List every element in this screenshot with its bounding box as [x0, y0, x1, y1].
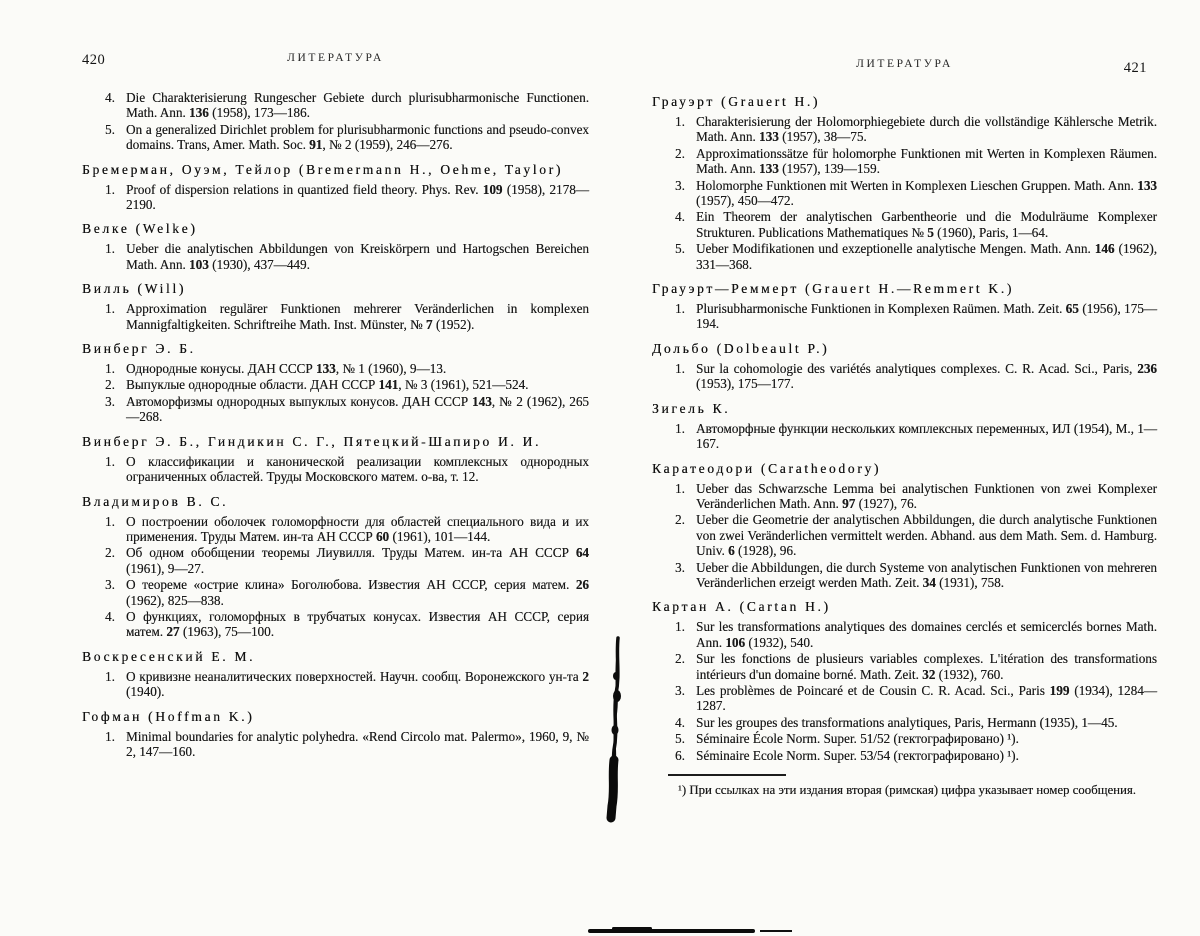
- bibliography-item: [675, 361, 1157, 392]
- item-number: 1.: [105, 513, 115, 529]
- entry-author-heading: Владимиров В. С.: [82, 493, 229, 509]
- bibliography-item: [675, 241, 1157, 272]
- item-text: Approximation regulärer Funktionen mehrerer Veränderlichen in komplexen Mannigfaltigkeiten. Schriftreihe Math. Inst. Münster, № 7 (1952).: [126, 301, 589, 332]
- bibliography-entry: [82, 281, 589, 332]
- bibliography-item: [675, 146, 1157, 177]
- bibliography-entry: [652, 461, 1157, 591]
- bibliography-entry: [652, 341, 1157, 392]
- entry-author-heading: Воскресенский Е. М.: [82, 648, 256, 664]
- bibliography-item: [675, 560, 1157, 591]
- item-number: 2.: [675, 145, 685, 161]
- bibliography-item: [675, 421, 1157, 452]
- item-number: 3.: [675, 177, 685, 193]
- item-number: 4.: [675, 209, 685, 225]
- entry-items: [652, 114, 1157, 272]
- item-number: 3.: [675, 682, 685, 698]
- entry-author-heading: Велке (Welke): [82, 221, 198, 237]
- bibliography-entry: [82, 341, 589, 425]
- item-number: 6.: [675, 747, 685, 763]
- bibliography-entry: [82, 494, 589, 640]
- bibliography-entry: [82, 709, 589, 760]
- item-text: О построении оболочек голоморфности для областей специального вида и их применения. Труды Матем. ин-та АН СССР 60 (1961), 101—144.: [126, 513, 589, 544]
- page-right: [652, 54, 1157, 798]
- item-text: Ueber Modifikationen und exzeptionelle analytische Mengen. Math. Ann. 146 (1962), 331—368.: [696, 241, 1157, 272]
- page-right-header: [652, 54, 1157, 74]
- item-number: 1.: [675, 114, 685, 129]
- bibliography-item: [105, 90, 589, 121]
- entry-author-heading: Картан А. (Cartan H.): [652, 599, 831, 615]
- entry-items: [82, 514, 589, 640]
- item-number: 4.: [105, 608, 115, 624]
- running-head-left: ЛИТЕРАТУРА: [287, 52, 384, 64]
- item-number: 1.: [105, 668, 115, 684]
- bibliography-entry: [82, 90, 589, 153]
- right-bibliography-entries: [652, 94, 1157, 763]
- item-text: О классификации и канонической реализации комплексных однородных ограниченных областей. Труды Московского матем. о-ва, т. 12.: [126, 453, 589, 485]
- item-text: О теореме «острие клина» Боголюбова. Известия АН СССР, серия матем. 26 (1962), 825—838.: [126, 577, 589, 608]
- entry-author-heading: Винберг Э. Б.: [82, 341, 196, 357]
- item-text: Séminaire Ecole Norm. Super. 53/54 (гектографировано) ¹).: [696, 747, 1019, 763]
- scan-bottom-dash-artifact: [760, 930, 792, 932]
- bibliography-entry: [652, 401, 1157, 452]
- item-text: Ein Theorem der analytischen Garbentheorie und die Modulräume Komplexer Strukturen. Publications Mathematiques № 5 (1960), Paris, 1—64.: [696, 209, 1157, 240]
- bibliography-item: [105, 122, 589, 153]
- page-number-right: 421: [1123, 60, 1147, 76]
- bibliography-entry: [652, 94, 1157, 272]
- item-text: Ueber die Abbildungen, die durch Systeme von analytischen Funktionen von mehreren Veränderlichen erzeigt werden Math. Zeit. 34 (1931), 758.: [696, 559, 1157, 590]
- item-number: 1.: [105, 301, 115, 317]
- item-number: 1.: [675, 360, 685, 376]
- bibliography-item: [105, 454, 589, 485]
- bibliography-item: [105, 377, 589, 392]
- bibliography-item: [105, 394, 589, 425]
- entry-items: [82, 454, 589, 485]
- item-number: 3.: [675, 559, 685, 575]
- item-number: 5.: [675, 731, 685, 747]
- item-text: Выпуклые однородные области. ДАН СССР 141, № 3 (1961), 521—524.: [126, 377, 529, 393]
- bibliography-item: [105, 241, 589, 272]
- item-text: Sur les fonctions de plusieurs variables complexes. L'itération des transformations intérieurs d'un domaine borné. Math. Zeit. 32 (1932), 760.: [696, 651, 1157, 682]
- page-number-left: 420: [82, 52, 106, 68]
- item-text: Séminaire École Norm. Super. 51/52 (гектографировано) ¹).: [696, 731, 1019, 747]
- bibliography-item: [675, 209, 1157, 240]
- entry-author-heading: Гофман (Hoffman K.): [82, 708, 255, 724]
- entry-items: [652, 481, 1157, 591]
- footnote-text: ¹) При ссылках на эти издания вторая (римская) цифра указывает номер сообщения.: [678, 783, 1136, 797]
- item-text: Автоморфизмы однородных выпуклых конусов. ДАН СССР 143, № 2 (1962), 265—268.: [126, 393, 590, 425]
- entry-author-heading: Бремерман, Оуэм, Тейлор (Bremermann H., Oehme, Taylor): [82, 161, 564, 177]
- item-number: 1.: [675, 480, 685, 496]
- bibliography-entry: [82, 434, 589, 485]
- item-number: 1.: [105, 241, 115, 257]
- item-text: Holomorphe Funktionen mit Werten in Komplexen Lieschen Gruppen. Math. Ann. 133 (1957), 450—472.: [696, 177, 1157, 209]
- bibliography-item: [105, 361, 589, 376]
- item-number: 3.: [105, 577, 115, 593]
- item-text: Approximationssätze für holomorphe Funktionen mit Werten in Komplexen Räumen. Math. Ann. 133 (1957), 139—159.: [696, 145, 1157, 177]
- entry-author-heading: Вилль (Will): [82, 281, 187, 297]
- bibliography-item: [675, 748, 1157, 763]
- item-number: 3.: [105, 393, 115, 409]
- page-left-header: [82, 50, 589, 70]
- item-number: 5.: [675, 241, 685, 257]
- bibliography-item: [105, 514, 589, 545]
- item-text: О функциях, голоморфных в трубчатых конусах. Известия АН СССР, серия матем. 27 (1963), 75—100.: [126, 608, 589, 640]
- item-number: 4.: [105, 90, 115, 105]
- item-text: Sur les groupes des transformations analytiques, Paris, Hermann (1935), 1—45.: [696, 714, 1118, 730]
- entry-author-heading: Каратеодори (Caratheodory): [652, 460, 882, 476]
- bibliography-item: [675, 731, 1157, 746]
- footnote-rule: [668, 774, 786, 776]
- item-text: Charakterisierung der Holomorphiegebiete durch die vollständige Kählersche Metrik. Math. Ann. 133 (1957), 38—75.: [696, 114, 1157, 145]
- bibliography-item: [675, 619, 1157, 650]
- item-text: Die Charakterisierung Rungescher Gebiete durch plurisubharmonische Functionen. Math. Ann. 136 (1958), 173—186.: [126, 90, 589, 121]
- entry-items: [82, 182, 589, 213]
- entry-items: [652, 619, 1157, 763]
- item-text: О кривизне неаналитических поверхностей. Научн. сообщ. Воронежского ун-та 2 (1940).: [126, 668, 589, 700]
- bibliography-entry: [82, 221, 589, 272]
- entry-items: [652, 301, 1157, 332]
- entry-author-heading: Дольбо (Dolbeault P.): [652, 340, 830, 356]
- entry-items: [652, 421, 1157, 452]
- item-number: 2.: [675, 512, 685, 528]
- bibliography-item: [105, 301, 589, 332]
- item-text: Proof of dispersion relations in quantized field theory. Phys. Rev. 109 (1958), 2178—2190.: [126, 181, 589, 213]
- bibliography-item: [675, 683, 1157, 714]
- bibliography-item: [675, 178, 1157, 209]
- item-text: Minimal boundaries for analytic polyhedra. «Rend Circolo mat. Palermo», 1960, 9, № 2, 147—160.: [126, 728, 589, 759]
- item-text: Ueber die Geometrie der analytischen Abbildungen, die durch analytische Funktionen von zwei Veränderlichen vermittelt werden. Abhand. aus dem Math. Sem. d. Hamburg. Univ. 6 (1928), 96.: [696, 512, 1157, 559]
- bibliography-item: [105, 729, 589, 760]
- bibliography-entry: [82, 649, 589, 700]
- entry-author-heading: Зигель К.: [652, 400, 731, 416]
- running-head-right: ЛИТЕРАТУРА: [856, 58, 953, 70]
- bibliography-item: [675, 512, 1157, 558]
- bibliography-item: [675, 651, 1157, 682]
- item-text: Автоморфные функции нескольких комплексных переменных, ИЛ (1954), М., 1—167.: [696, 420, 1157, 452]
- entry-items: [82, 301, 589, 332]
- entry-items: [82, 241, 589, 272]
- item-text: Ueber die analytischen Abbildungen von Kreiskörpern und Hartogschen Bereichen Math. Ann. 103 (1930), 437—449.: [126, 241, 589, 272]
- item-number: 2.: [105, 545, 115, 561]
- item-text: Об одном обобщении теоремы Лиувилля. Труды Матем. ин-та АН СССР 64 (1961), 9—27.: [126, 545, 589, 576]
- item-number: 1.: [105, 728, 115, 744]
- left-bibliography-entries: [82, 90, 589, 759]
- bibliography-item: [675, 481, 1157, 512]
- item-number: 1.: [675, 301, 685, 317]
- entry-items: [82, 669, 589, 700]
- entry-author-heading: Грауэрт (Grauert H.): [652, 94, 821, 109]
- bibliography-item: [105, 609, 589, 640]
- bibliography-item: [105, 669, 589, 700]
- entry-items: [82, 90, 589, 153]
- entry-author-heading: Винберг Э. Б., Гиндикин С. Г., Пятецкий-Шапиро И. И.: [82, 433, 542, 449]
- item-number: 4.: [675, 714, 685, 730]
- item-text: On a generalized Dirichlet problem for plurisubharmonic functions and pseudo-convex domains. Trans, Amer. Math. Soc. 91, № 2 (1959), 246—276.: [126, 121, 589, 153]
- item-text: Ueber das Schwarzsche Lemma bei analytischen Funktionen von zwei Komplexer Veränderlichen Math. Ann. 97 (1927), 76.: [696, 480, 1157, 511]
- footnote: [652, 774, 1157, 798]
- bibliography-item: [675, 715, 1157, 730]
- entry-author-heading: Грауэрт—Реммерт (Grauert H.—Remmert K.): [652, 281, 1015, 297]
- page-left: [82, 50, 589, 759]
- bibliography-item: [675, 114, 1157, 145]
- item-text: Однородные конусы. ДАН СССР 133, № 1 (1960), 9—13.: [126, 361, 447, 377]
- item-number: 1.: [105, 453, 115, 469]
- bibliography-entry: [82, 162, 589, 213]
- bibliography-item: [105, 545, 589, 576]
- entry-items: [82, 361, 589, 425]
- bibliography-item: [105, 577, 589, 608]
- bibliography-entry: [652, 281, 1157, 332]
- bibliography-item: [675, 301, 1157, 332]
- item-text: Sur la cohomologie des variétés analytiques complexes. C. R. Acad. Sci., Paris, 236 (1953), 175—177.: [696, 360, 1157, 392]
- item-number: 2.: [105, 377, 115, 393]
- bibliography-item: [105, 182, 589, 213]
- item-number: 1.: [105, 361, 115, 377]
- scan-ink-smudge-artifact: [598, 630, 632, 830]
- item-text: Les problèmes de Poincaré et de Cousin C. R. Acad. Sci., Paris 199 (1934), 1284—1287.: [696, 682, 1157, 714]
- bibliography-entry: [652, 599, 1157, 763]
- entry-items: [82, 729, 589, 760]
- scan-bottom-bar-artifact: [588, 929, 755, 933]
- item-number: 5.: [105, 121, 115, 137]
- item-text: Plurisubharmonische Funktionen in Komplexen Raümen. Math. Zeit. 65 (1956), 175—194.: [696, 301, 1157, 332]
- ink-smudge-icon: [598, 630, 632, 830]
- entry-items: [652, 361, 1157, 392]
- item-number: 2.: [675, 651, 685, 667]
- item-text: Sur les transformations analytiques des domaines cerclés et semicerclés bornes Math. Ann. 106 (1932), 540.: [696, 619, 1157, 650]
- item-number: 1.: [675, 619, 685, 635]
- item-number: 1.: [675, 420, 685, 436]
- item-number: 1.: [105, 181, 115, 197]
